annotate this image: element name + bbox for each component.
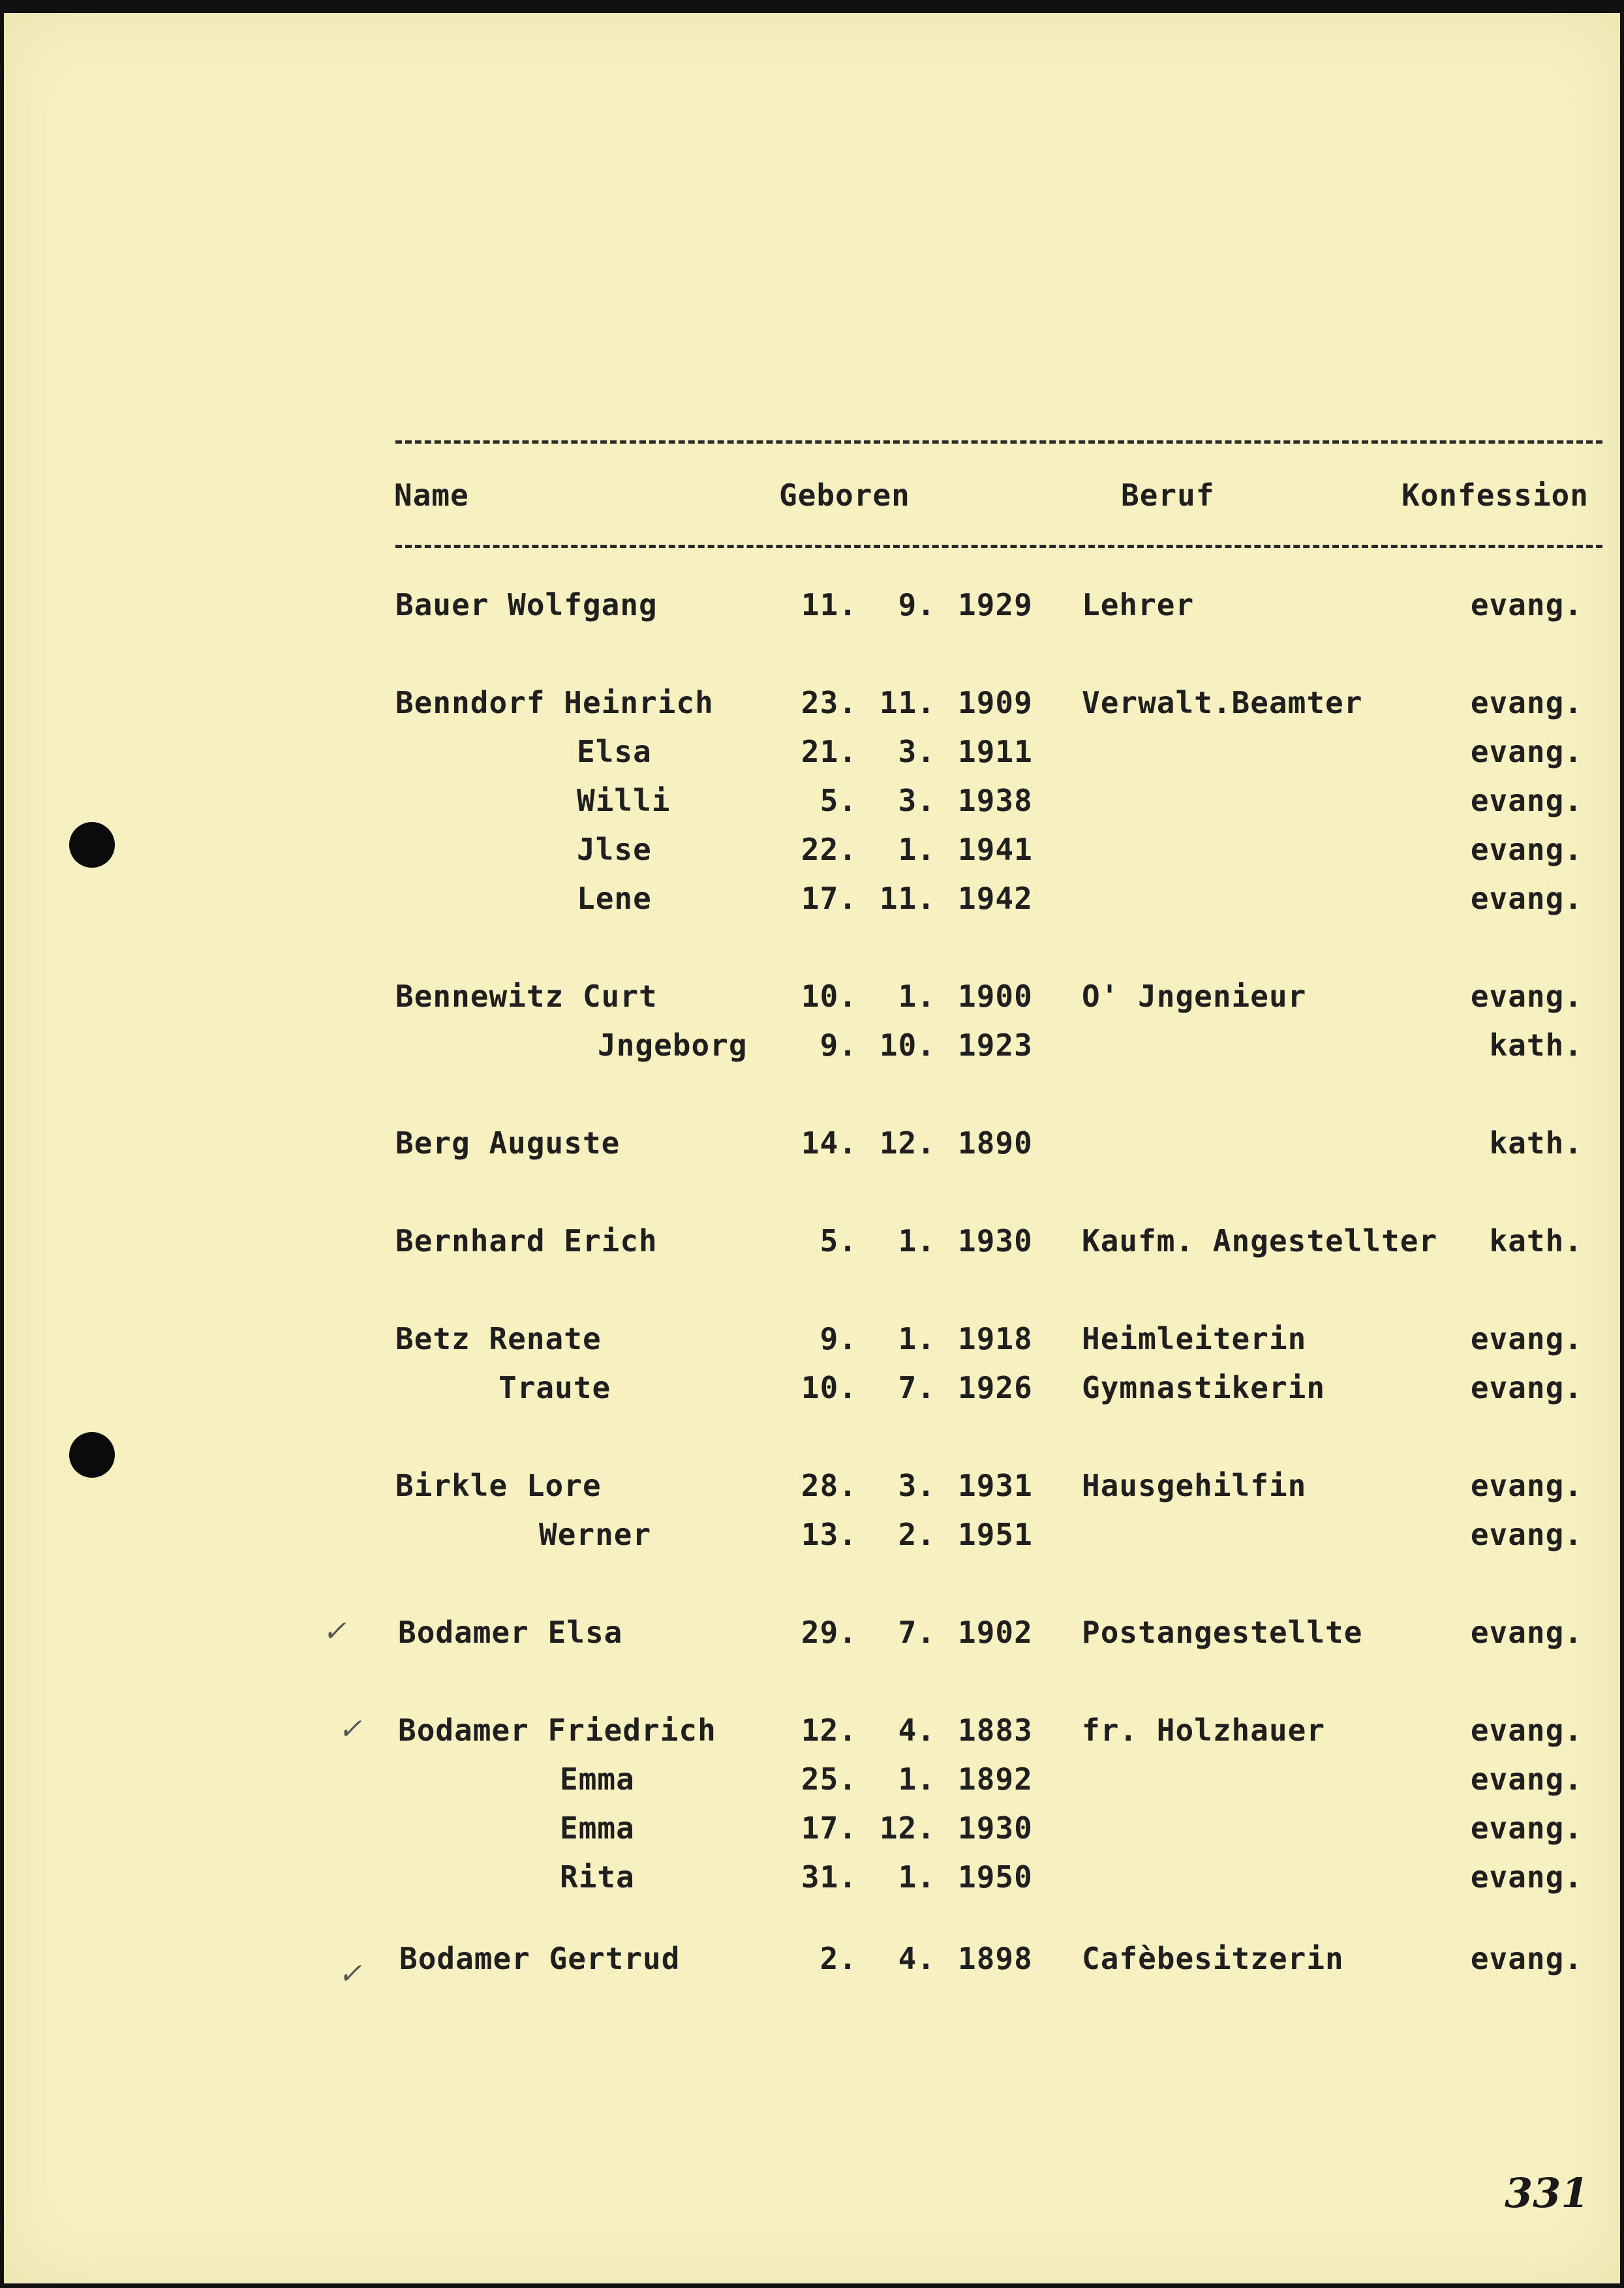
birth-month: 7. — [898, 1370, 936, 1405]
birth-year: 1909 — [958, 685, 1033, 720]
birth-year: 1942 — [958, 881, 1033, 916]
person-name: Bennewitz Curt — [395, 979, 658, 1014]
birth-month: 9. — [898, 587, 936, 622]
birth-year: 1926 — [958, 1370, 1033, 1405]
occupation: Hausgehilfin — [1082, 1468, 1307, 1503]
birth-year: 1930 — [958, 1223, 1033, 1258]
confession: kath. — [1489, 1223, 1583, 1258]
person-name: Jngeborg — [598, 1028, 748, 1063]
occupation: Gymnastikerin — [1082, 1370, 1326, 1405]
check-mark: ✓ — [338, 1713, 362, 1746]
confession: kath. — [1489, 1028, 1583, 1063]
birth-month: 1. — [898, 979, 936, 1014]
birth-month: 1. — [898, 1762, 936, 1797]
birth-year: 1941 — [958, 832, 1033, 867]
birth-year: 1951 — [958, 1517, 1033, 1552]
confession: evang. — [1470, 1859, 1583, 1895]
birth-month: 1. — [898, 1859, 936, 1895]
birth-year: 1930 — [958, 1810, 1033, 1846]
birth-year: 1883 — [958, 1713, 1033, 1748]
person-name: Bauer Wolfgang — [395, 587, 658, 622]
person-name: Bodamer Gertrud — [399, 1941, 681, 1976]
occupation: Verwalt.Beamter — [1082, 685, 1363, 720]
birth-day: 5. — [820, 1223, 857, 1258]
birth-month: 1. — [898, 1321, 936, 1356]
birth-year: 1950 — [958, 1859, 1033, 1895]
confession: evang. — [1470, 979, 1583, 1014]
page-number: 331 — [1505, 2169, 1589, 2217]
person-name: Birkle Lore — [395, 1468, 602, 1503]
confession: kath. — [1489, 1125, 1583, 1161]
confession: evang. — [1470, 1941, 1583, 1976]
confession: evang. — [1470, 1810, 1583, 1846]
document-page — [4, 13, 1620, 2283]
birth-day: 13. — [801, 1517, 857, 1552]
confession: evang. — [1470, 1762, 1583, 1797]
birth-day: 5. — [820, 783, 857, 818]
birth-day: 17. — [801, 881, 857, 916]
birth-year: 1923 — [958, 1028, 1033, 1063]
birth-year: 1918 — [958, 1321, 1033, 1356]
birth-year: 1938 — [958, 783, 1033, 818]
occupation: Postangestellte — [1082, 1615, 1363, 1650]
punch-hole — [69, 1432, 115, 1478]
person-name: Elsa — [577, 734, 652, 769]
confession: evang. — [1470, 832, 1583, 867]
birth-year: 1911 — [958, 734, 1033, 769]
top-dashed-rule — [395, 440, 1602, 444]
birth-year: 1892 — [958, 1762, 1033, 1797]
confession: evang. — [1470, 1370, 1583, 1405]
birth-day: 12. — [801, 1713, 857, 1748]
confession: evang. — [1470, 587, 1583, 622]
punch-hole — [69, 822, 115, 868]
occupation: O' Jngenieur — [1082, 979, 1307, 1014]
birth-day: 21. — [801, 734, 857, 769]
person-name: Emma — [560, 1810, 635, 1846]
birth-year: 1929 — [958, 587, 1033, 622]
confession: evang. — [1470, 1468, 1583, 1503]
birth-day: 29. — [801, 1615, 857, 1650]
confession: evang. — [1470, 734, 1583, 769]
birth-year: 1890 — [958, 1125, 1033, 1161]
check-mark: ✓ — [338, 1957, 362, 1991]
confession: evang. — [1470, 1517, 1583, 1552]
birth-day: 10. — [801, 1370, 857, 1405]
birth-month: 3. — [898, 1468, 936, 1503]
person-name: Jlse — [577, 832, 652, 867]
birth-day: 2. — [820, 1941, 857, 1976]
person-name: Werner — [539, 1517, 652, 1552]
header-name: Name — [394, 478, 469, 513]
person-name: Lene — [577, 881, 652, 916]
confession: evang. — [1470, 1615, 1583, 1650]
person-name: Bodamer Friedrich — [398, 1713, 716, 1748]
birth-month: 7. — [898, 1615, 936, 1650]
person-name: Bernhard Erich — [395, 1223, 658, 1258]
header-beruf: Beruf — [1121, 478, 1215, 513]
birth-year: 1900 — [958, 979, 1033, 1014]
confession: evang. — [1470, 1713, 1583, 1748]
birth-day: 11. — [801, 587, 857, 622]
check-mark: ✓ — [322, 1615, 346, 1648]
occupation: fr. Holzhauer — [1082, 1713, 1326, 1748]
birth-day: 9. — [820, 1028, 857, 1063]
occupation: Lehrer — [1082, 587, 1195, 622]
person-name: Berg Auguste — [395, 1125, 620, 1161]
header-konfession: Konfession — [1402, 478, 1589, 513]
birth-day: 28. — [801, 1468, 857, 1503]
person-name: Rita — [560, 1859, 635, 1895]
person-name: Betz Renate — [395, 1321, 602, 1356]
header-geboren: Geboren — [779, 478, 910, 513]
occupation: Kaufm. Angestellter — [1082, 1223, 1438, 1258]
birth-month: 4. — [898, 1941, 936, 1976]
confession: evang. — [1470, 685, 1583, 720]
person-name: Emma — [560, 1762, 635, 1797]
birth-month: 12. — [879, 1810, 936, 1846]
birth-day: 23. — [801, 685, 857, 720]
birth-month: 3. — [898, 734, 936, 769]
birth-day: 9. — [820, 1321, 857, 1356]
confession: evang. — [1470, 881, 1583, 916]
birth-month: 1. — [898, 1223, 936, 1258]
occupation: Cafèbesitzerin — [1082, 1941, 1344, 1976]
person-name: Traute — [498, 1370, 611, 1405]
birth-day: 31. — [801, 1859, 857, 1895]
birth-month: 4. — [898, 1713, 936, 1748]
confession: evang. — [1470, 1321, 1583, 1356]
birth-month: 3. — [898, 783, 936, 818]
birth-day: 22. — [801, 832, 857, 867]
birth-month: 12. — [879, 1125, 936, 1161]
person-name: Willi — [577, 783, 671, 818]
birth-day: 14. — [801, 1125, 857, 1161]
occupation: Heimleiterin — [1082, 1321, 1307, 1356]
person-name: Benndorf Heinrich — [395, 685, 714, 720]
birth-month: 11. — [879, 685, 936, 720]
birth-day: 25. — [801, 1762, 857, 1797]
birth-month: 10. — [879, 1028, 936, 1063]
birth-year: 1931 — [958, 1468, 1033, 1503]
header-dashed-rule — [395, 545, 1602, 548]
birth-day: 10. — [801, 979, 857, 1014]
birth-year: 1898 — [958, 1941, 1033, 1976]
birth-month: 11. — [879, 881, 936, 916]
person-name: Bodamer Elsa — [398, 1615, 623, 1650]
birth-month: 2. — [898, 1517, 936, 1552]
confession: evang. — [1470, 783, 1583, 818]
birth-year: 1902 — [958, 1615, 1033, 1650]
birth-day: 17. — [801, 1810, 857, 1846]
birth-month: 1. — [898, 832, 936, 867]
